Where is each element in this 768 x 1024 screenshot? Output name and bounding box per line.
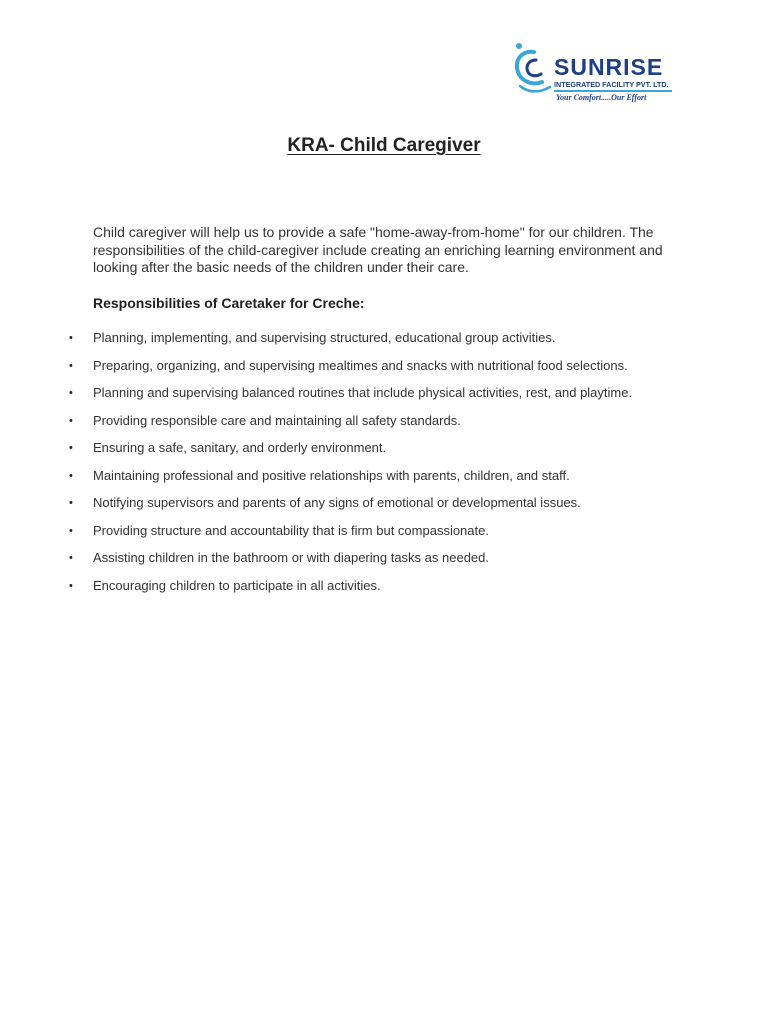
logo-tagline: Your Comfort.....Our Effort	[556, 93, 647, 102]
bullet-icon: •	[69, 579, 73, 592]
bullet-icon: •	[69, 552, 73, 564]
logo-subtitle: INTEGRATED FACILITY PVT. LTD.	[554, 80, 669, 89]
bullet-icon: •	[69, 442, 73, 454]
list-item-text: Providing responsible care and maintaining all safety standards.	[93, 412, 461, 428]
bullet-icon: •	[69, 387, 73, 399]
document-title: KRA- Child Caregiver	[287, 135, 481, 156]
logo-divider	[554, 90, 672, 92]
bullet-icon: •	[69, 359, 73, 372]
bullet-icon: •	[69, 469, 73, 482]
bullet-icon: •	[69, 497, 73, 509]
list-item-text: Planning and supervising balanced routines that include physical activities, rest, and playtime.	[93, 385, 633, 400]
list-item-text: Maintaining professional and positive relationships with parents, children, and staff.	[93, 467, 570, 483]
list-item-text: Assisting children in the bathroom or with diapering tasks as needed.	[93, 550, 489, 565]
bullet-icon: •	[69, 332, 73, 344]
intro-paragraph: Child caregiver will help us to provide a safe "home-away-from-home" for our children. The responsibilities of the child-caregiver include creating an enriching learning environment and looking after the basic needs of the children under their care.	[93, 224, 663, 275]
logo-brand-name: SUNRISE	[554, 54, 664, 80]
list-item-text: Notifying supervisors and parents of any signs of emotional or developmental issues.	[93, 495, 581, 510]
list-item-text: Preparing, organizing, and supervising mealtimes and snacks with nutritional food selections.	[93, 357, 628, 373]
document-title-row	[0, 135, 768, 157]
sunrise-swirl-icon	[510, 40, 554, 100]
company-logo	[510, 40, 676, 106]
list-item-text: Ensuring a safe, sanitary, and orderly environment.	[93, 440, 387, 455]
section-heading: Responsibilities of Caretaker for Creche:	[93, 295, 365, 311]
bullet-icon: •	[69, 524, 73, 537]
bullet-icon: •	[69, 414, 73, 427]
list-item-text: Encouraging children to participate in all activities.	[93, 577, 381, 593]
list-item-text: Planning, implementing, and supervising structured, educational group activities.	[93, 330, 556, 345]
list-item-text: Providing structure and accountability that is firm but compassionate.	[93, 522, 489, 538]
